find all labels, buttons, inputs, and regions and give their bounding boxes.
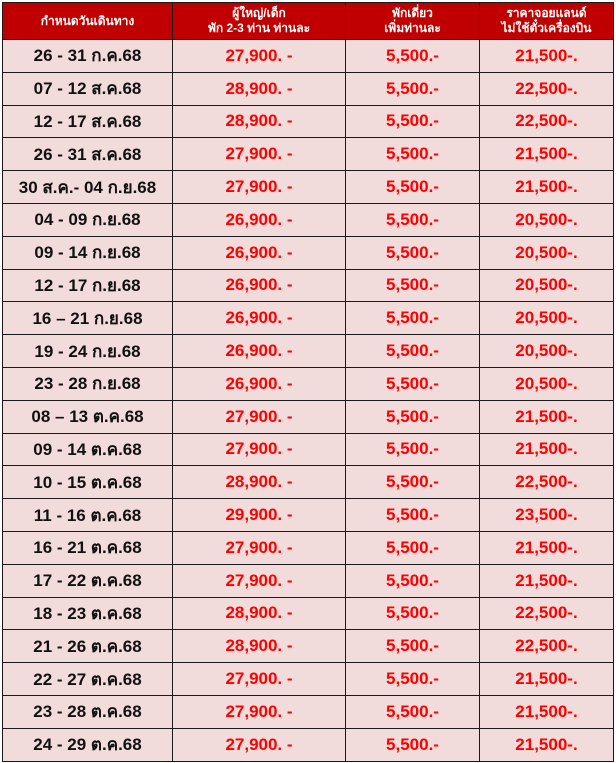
single-supplement-cell: 5,500.- <box>346 400 480 433</box>
col-header-joinland-price <box>480 3 614 40</box>
adult-price-cell: 27,900. - <box>173 663 346 696</box>
single-supplement-cell: 5,500.- <box>346 466 480 499</box>
adult-price-cell: 27,900. - <box>173 171 346 204</box>
joinland-price-cell: 22,500-. <box>480 597 614 630</box>
header-line: ราคาจอยแลนด์ <box>506 6 587 20</box>
joinland-price-cell: 22,500-. <box>480 105 614 138</box>
adult-price-cell: 27,900. - <box>173 40 346 73</box>
single-supplement-cell: 5,500.- <box>346 105 480 138</box>
col-header-date <box>3 3 173 40</box>
table-row <box>3 40 614 73</box>
date-cell: 04 - 09 ก.ย.68 <box>3 203 173 236</box>
adult-price-cell: 27,900. - <box>173 531 346 564</box>
table-header <box>3 3 614 40</box>
adult-price-cell: 27,900. - <box>173 138 346 171</box>
single-supplement-cell: 5,500.- <box>346 335 480 368</box>
joinland-price-cell: 21,500-. <box>480 663 614 696</box>
adult-price-cell: 26,900. - <box>173 236 346 269</box>
col-header-single-supplement <box>346 3 480 40</box>
joinland-price-cell: 21,500-. <box>480 138 614 171</box>
header-line: ผู้ใหญ่/เด็ก <box>232 6 286 20</box>
joinland-price-cell: 21,500-. <box>480 564 614 597</box>
single-supplement-cell: 5,500.- <box>346 236 480 269</box>
table-row <box>3 105 614 138</box>
joinland-price-cell: 20,500-. <box>480 335 614 368</box>
single-supplement-cell: 5,500.- <box>346 72 480 105</box>
single-supplement-cell: 5,500.- <box>346 663 480 696</box>
table-row <box>3 302 614 335</box>
date-cell: 07 - 12 ส.ค.68 <box>3 72 173 105</box>
single-supplement-cell: 5,500.- <box>346 531 480 564</box>
table-row <box>3 663 614 696</box>
date-cell: 30 ส.ค.- 04 ก.ย.68 <box>3 171 173 204</box>
date-cell: 16 - 21 ต.ค.68 <box>3 531 173 564</box>
table-row <box>3 203 614 236</box>
date-cell: 09 - 14 ก.ย.68 <box>3 236 173 269</box>
adult-price-cell: 27,900. - <box>173 564 346 597</box>
date-cell: 17 - 22 ต.ค.68 <box>3 564 173 597</box>
date-cell: 19 - 24 ก.ย.68 <box>3 335 173 368</box>
table-row <box>3 138 614 171</box>
table-row <box>3 531 614 564</box>
date-cell: 21 - 26 ต.ค.68 <box>3 630 173 663</box>
header-line: พัก 2-3 ท่าน ท่านละ <box>207 21 311 35</box>
single-supplement-cell: 5,500.- <box>346 597 480 630</box>
adult-price-cell: 26,900. - <box>173 269 346 302</box>
joinland-price-cell: 22,500-. <box>480 630 614 663</box>
date-cell: 08 – 13 ต.ค.68 <box>3 400 173 433</box>
joinland-price-cell: 21,500-. <box>480 695 614 728</box>
single-supplement-cell: 5,500.- <box>346 499 480 532</box>
single-supplement-cell: 5,500.- <box>346 302 480 335</box>
single-supplement-cell: 5,500.- <box>346 367 480 400</box>
table-row <box>3 728 614 761</box>
table-row <box>3 72 614 105</box>
joinland-price-cell: 20,500-. <box>480 269 614 302</box>
single-supplement-cell: 5,500.- <box>346 728 480 761</box>
table-row <box>3 499 614 532</box>
date-cell: 24 - 29 ต.ค.68 <box>3 728 173 761</box>
date-cell: 23 - 28 ก.ย.68 <box>3 367 173 400</box>
joinland-price-cell: 22,500-. <box>480 466 614 499</box>
joinland-price-cell: 20,500-. <box>480 203 614 236</box>
single-supplement-cell: 5,500.- <box>346 40 480 73</box>
date-cell: 23 - 28 ต.ค.68 <box>3 695 173 728</box>
single-supplement-cell: 5,500.- <box>346 433 480 466</box>
joinland-price-cell: 21,500-. <box>480 433 614 466</box>
single-supplement-cell: 5,500.- <box>346 564 480 597</box>
table-row <box>3 466 614 499</box>
date-cell: 10 - 15 ต.ค.68 <box>3 466 173 499</box>
date-cell: 26 - 31 ส.ค.68 <box>3 138 173 171</box>
adult-price-cell: 26,900. - <box>173 203 346 236</box>
single-supplement-cell: 5,500.- <box>346 171 480 204</box>
table-row <box>3 400 614 433</box>
price-table <box>2 2 614 762</box>
adult-price-cell: 27,900. - <box>173 695 346 728</box>
table-row <box>3 564 614 597</box>
table-row <box>3 433 614 466</box>
joinland-price-cell: 23,500-. <box>480 499 614 532</box>
date-cell: 09 - 14 ต.ค.68 <box>3 433 173 466</box>
single-supplement-cell: 5,500.- <box>346 138 480 171</box>
table-row <box>3 335 614 368</box>
col-header-adult-price <box>173 3 346 40</box>
adult-price-cell: 26,900. - <box>173 302 346 335</box>
single-supplement-cell: 5,500.- <box>346 630 480 663</box>
header-line: ไม่ใช้ตั๋วเครื่องบิน <box>501 21 592 35</box>
joinland-price-cell: 21,500-. <box>480 171 614 204</box>
joinland-price-cell: 20,500-. <box>480 302 614 335</box>
joinland-price-cell: 21,500-. <box>480 728 614 761</box>
joinland-price-cell: 21,500-. <box>480 400 614 433</box>
header-line: เพิ่มท่านละ <box>384 21 441 35</box>
adult-price-cell: 29,900. - <box>173 499 346 532</box>
joinland-price-cell: 21,500-. <box>480 531 614 564</box>
header-line: พักเดี่ยว <box>392 6 433 20</box>
adult-price-cell: 26,900. - <box>173 335 346 368</box>
table-row <box>3 171 614 204</box>
header-row <box>3 3 614 40</box>
single-supplement-cell: 5,500.- <box>346 269 480 302</box>
adult-price-cell: 28,900. - <box>173 597 346 630</box>
single-supplement-cell: 5,500.- <box>346 695 480 728</box>
joinland-price-cell: 22,500-. <box>480 72 614 105</box>
date-cell: 16 – 21 ก.ย.68 <box>3 302 173 335</box>
adult-price-cell: 28,900. - <box>173 105 346 138</box>
table-row <box>3 367 614 400</box>
adult-price-cell: 28,900. - <box>173 466 346 499</box>
table-row <box>3 630 614 663</box>
joinland-price-cell: 21,500-. <box>480 40 614 73</box>
adult-price-cell: 27,900. - <box>173 433 346 466</box>
joinland-price-cell: 20,500-. <box>480 236 614 269</box>
date-cell: 12 - 17 ก.ย.68 <box>3 269 173 302</box>
table-row <box>3 695 614 728</box>
table-body <box>3 40 614 762</box>
date-cell: 22 - 27 ต.ค.68 <box>3 663 173 696</box>
date-cell: 26 - 31 ก.ค.68 <box>3 40 173 73</box>
date-cell: 18 - 23 ต.ค.68 <box>3 597 173 630</box>
table-row <box>3 597 614 630</box>
adult-price-cell: 28,900. - <box>173 630 346 663</box>
date-cell: 11 - 16 ต.ค.68 <box>3 499 173 532</box>
header-line: กำหนดวันเดินทาง <box>40 13 135 28</box>
adult-price-cell: 27,900. - <box>173 728 346 761</box>
adult-price-cell: 27,900. - <box>173 400 346 433</box>
adult-price-cell: 28,900. - <box>173 72 346 105</box>
adult-price-cell: 26,900. - <box>173 367 346 400</box>
joinland-price-cell: 20,500-. <box>480 367 614 400</box>
date-cell: 12 - 17 ส.ค.68 <box>3 105 173 138</box>
table-row <box>3 236 614 269</box>
single-supplement-cell: 5,500.- <box>346 203 480 236</box>
table-row <box>3 269 614 302</box>
